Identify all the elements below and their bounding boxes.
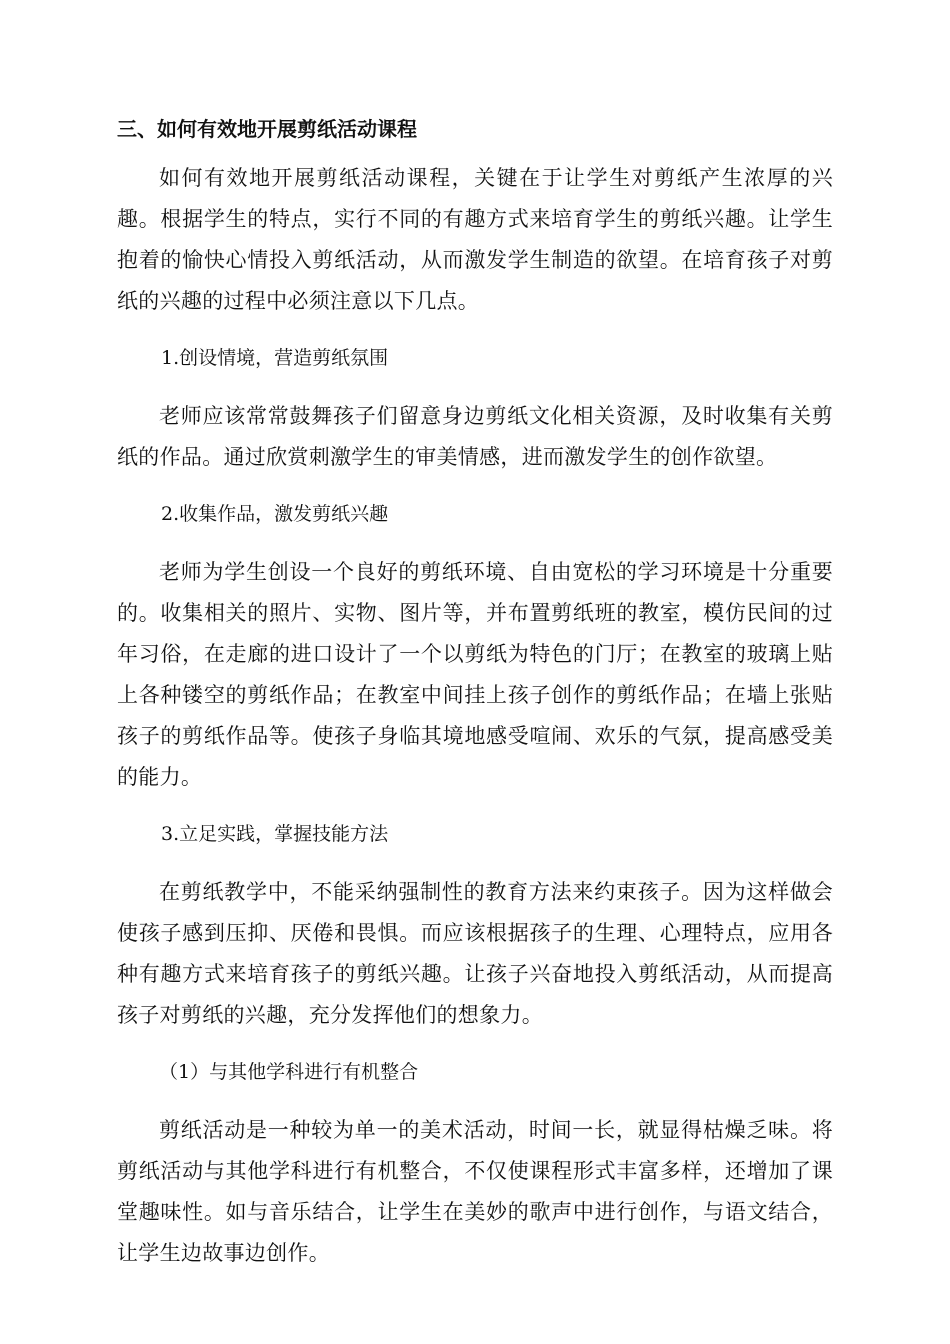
section-heading: 三、如何有效地开展剪纸活动课程 [117,117,417,141]
subheading-2: 2.收集作品，激发剪纸兴趣 [161,503,389,525]
subheading-1: 1.创设情境，营造剪纸氛围 [161,347,389,369]
paragraph-3: 在剪纸教学中，不能采纳强制性的教育方法来约束孩子。因为这样做会使孩子感到压抑、厌倦和畏惧。而应该根据孩子的生理、心理特点，应用各种有趣方式来培育孩子的剪纸兴趣。让孩子兴奋地投入剪纸活动，从而提高孩子对剪纸的兴趣，充分发挥他们的想象力。 [117,880,833,1027]
paragraph-1: 老师应该常常鼓舞孩子们留意身边剪纸文化相关资源，及时收集有关剪纸的作品。通过欣赏刺激学生的审美情感，进而激发学生的创作欲望。 [117,404,833,469]
subheading-3-1: （1）与其他学科进行有机整合 [159,1061,419,1083]
paragraph-2: 老师为学生创设一个良好的剪纸环境、自由宽松的学习环境是十分重要的。收集相关的照片、实物、图片等，并布置剪纸班的教室，模仿民间的过年习俗，在走廊的进口设计了一个以剪纸为特色的门厅；在教室的玻璃上贴上各种镂空的剪纸作品；在教室中间挂上孩子创作的剪纸作品；在墙上张贴孩子的剪纸作品等。使孩子身临其境地感受喧闹、欢乐的气氛，提高感受美的能力。 [117,560,833,789]
document-body [117,108,833,1290]
subheading-3: 3.立足实践，掌握技能方法 [161,823,389,845]
paragraph-3-1: 剪纸活动是一种较为单一的美术活动，时间一长，就显得枯燥乏味。将剪纸活动与其他学科进行有机整合，不仅使课程形式丰富多样，还增加了课堂趣味性。如与音乐结合，让学生在美妙的歌声中进行创作，与语文结合，让学生边故事边创作。 [117,1118,833,1265]
intro-paragraph: 如何有效地开展剪纸活动课程，关键在于让学生对剪纸产生浓厚的兴趣。根据学生的特点，实行不同的有趣方式来培育学生的剪纸兴趣。让学生抱着的愉快心情投入剪纸活动，从而激发学生制造的欲望。在培育孩子对剪纸的兴趣的过程中必须注意以下几点。 [117,166,833,313]
